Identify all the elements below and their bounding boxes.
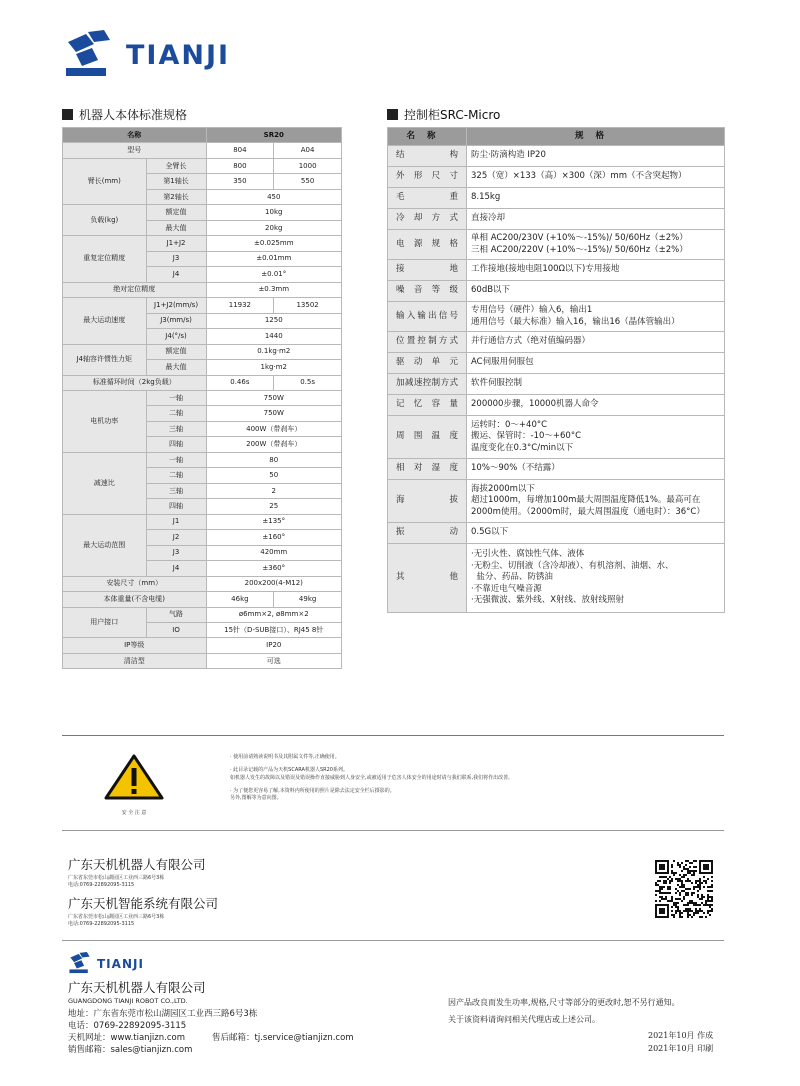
controller-spec-table	[387, 127, 725, 613]
table-row: IO 15针（D-SUB接口）、RJ45 8针	[63, 623, 342, 638]
spec-label: 驱动单元	[388, 353, 467, 374]
spec-line: 200000步骤，10000机器人命令	[471, 399, 599, 410]
table-row	[388, 395, 725, 416]
spec-value	[467, 353, 725, 374]
spec-line: 运转时：0～+40°C	[471, 419, 548, 430]
table-row: 电机功率 一轴 750W	[63, 390, 342, 405]
spec-value	[467, 260, 725, 281]
spec-line: 8.15kg	[471, 192, 501, 203]
spec-label: 位置控制方式	[388, 332, 467, 353]
table-row: 安装尺寸（mm） 200x200(4-M12)	[63, 576, 342, 591]
safety-warning: 安 全 注 意	[100, 752, 168, 814]
robot-spec-table	[62, 127, 342, 669]
table-row: J3(mm/s) 1250	[63, 313, 342, 328]
table-row	[388, 416, 725, 459]
table-row: 最大值 20kg	[63, 220, 342, 235]
table-row	[388, 260, 725, 281]
table-row	[388, 146, 725, 167]
safety-notes: · 使用前请熟读说明书及其附属文件等,正确使用。 · 此目录记载的产品为天机SCARA机器人SR20系列。 如机器人发生的故障以及错误及错误操作直接威胁到人身安全,或被适用于危害人体安全的用途时请与我们联系,我们将作出改善。 · 为了便您更容易了解,本资料内所使用的照片是除去法定安全栏后摄影的。 另外,图解等为意向图。	[230, 754, 514, 801]
spec-line: 单相 AC200/230V (+10%～-15%)/ 50/60Hz（±2%）	[471, 233, 688, 244]
table-row: 最大运动范围 J1 ±135°	[63, 514, 342, 529]
footer-phone: 电话：0769-22892095-3115	[68, 1021, 187, 1031]
table-row: 绝对定位精度 ±0.3mm	[63, 282, 342, 297]
spec-value	[467, 544, 725, 613]
table-row: J3 420mm	[63, 545, 342, 560]
spec-value	[467, 416, 725, 459]
company-block-2: 广东天机智能系统有限公司 广东省东莞市松山湖园区工业西三路6号3栋 电话:0769-22892095-3115	[68, 896, 219, 927]
tianji-logo-icon	[68, 952, 92, 974]
spec-label: 周围温度	[388, 416, 467, 459]
table-row: 重复定位精度 J1+J2 ±0.025mm	[63, 236, 342, 251]
spec-label: 其他	[388, 544, 467, 613]
table-row	[388, 281, 725, 302]
table-row	[388, 188, 725, 209]
table-row: IP等级 IP20	[63, 638, 342, 653]
brand-name: TIANJI	[97, 957, 144, 971]
disclaimer-2: 关于该资料请询问相关代理店或上述公司。	[448, 1015, 600, 1024]
table-row: 本体重量(不含电缆) 46kg 49kg	[63, 592, 342, 607]
table-row: 第1轴长 350 550	[63, 174, 342, 189]
bullet-square-icon	[387, 109, 398, 120]
print-date: 2021年10月 印刷	[648, 1044, 714, 1053]
spec-line: 0.5G以下	[471, 527, 509, 538]
spec-line: ·无粉尘、切削液（含冷却液）、有机溶剂、油烟、水、	[471, 560, 674, 571]
table-row	[388, 480, 725, 523]
controller-spec-title: 控制柜SRC-Micro	[387, 106, 500, 123]
brand-name: TIANJI	[126, 40, 231, 71]
disclaimer-1: 因产品改良而发生功率,规格,尺寸等部分的更改时,恕不另行通知。	[448, 998, 680, 1007]
table-row	[388, 230, 725, 260]
spec-line: 三相 AC200/220V (+10%～-15%)/ 50/60Hz（±2%）	[471, 244, 688, 255]
robot-spec-title: 机器人本体标准规格	[62, 106, 187, 123]
spec-line: 直接冷却	[471, 213, 506, 224]
table-row	[388, 332, 725, 353]
spec-label: 相对湿度	[388, 459, 467, 480]
company-block-1: 广东天机机器人有限公司 广东省东莞市松山湖园区工业西三路6号3栋 电话:0769-22892095-3115	[68, 857, 206, 888]
table-row: J4 ±0.01°	[63, 267, 342, 282]
table-row: 负载(kg) 额定值 10kg	[63, 205, 342, 220]
footer-company: 广东天机机器人有限公司 GUANGDONG TIANJI ROBOT CO.,LTD.	[68, 980, 206, 1005]
spec-value	[467, 374, 725, 395]
spec-value	[467, 523, 725, 544]
spec-line: 盐分、药品、防锈油	[471, 572, 553, 583]
spec-value	[467, 146, 725, 167]
table-row: J4 ±360°	[63, 561, 342, 576]
table-row: 标准循环时间（2kg负载） 0.46s 0.5s	[63, 375, 342, 390]
table-row: 臂长(mm) 全臂长 800 1000	[63, 158, 342, 173]
spec-line: 海拔2000m以下	[471, 483, 535, 494]
spec-line: 通用信号（最大标准）输入16，输出16（晶体管输出）	[471, 316, 680, 327]
qr-code-icon	[655, 860, 713, 918]
spec-line: 超过1000m，每增加100m最大周围温度降低1%。最高可在	[471, 495, 701, 506]
table-row: 二轴 750W	[63, 406, 342, 421]
tianji-logo-icon	[64, 30, 114, 78]
spec-value	[467, 281, 725, 302]
spec-line: 325（宽）×133（高）×300（深）mm（不含突起物）	[471, 171, 687, 182]
table-row: J4轴容许惯性力矩 额定值 0.1kg·m2	[63, 344, 342, 359]
table-row: 三轴 400W（带刹车）	[63, 421, 342, 436]
spec-value	[467, 209, 725, 230]
spec-label: 噪音等级	[388, 281, 467, 302]
spec-label: 毛重	[388, 188, 467, 209]
spec-line: 工作接地(接地电阻100Ω以下)专用接地	[471, 264, 620, 275]
spec-line: 软件伺服控制	[471, 378, 523, 389]
table-row: 三轴 2	[63, 483, 342, 498]
table-row: 最大运动速度 J1+J2(mm/s) 11932 13502	[63, 298, 342, 313]
spec-line: 温度变化在0.3°C/min以下	[471, 442, 574, 453]
table-row	[388, 544, 725, 613]
bullet-square-icon	[62, 109, 73, 120]
spec-label: 冷却方式	[388, 209, 467, 230]
spec-value	[467, 188, 725, 209]
spec-line: 2000m使用。（2000m时，最大周围温度（通电时）：36°C）	[471, 506, 705, 517]
divider	[62, 830, 724, 831]
table-row	[388, 459, 725, 480]
divider	[62, 940, 724, 941]
table-row: 四轴 200W（带刹车）	[63, 437, 342, 452]
tianji-logo	[68, 952, 158, 976]
spec-value	[467, 395, 725, 416]
table-row: 用户接口 气路 ø6mm×2, ø8mm×2	[63, 607, 342, 622]
spec-line: 搬运、保管时：-10～+60°C	[471, 431, 582, 442]
spec-label: 结构	[388, 146, 467, 167]
spec-line: 60dB以下	[471, 285, 511, 296]
spec-label: 输入输出信号	[388, 302, 467, 332]
tianji-logo	[64, 30, 254, 80]
spec-value	[467, 332, 725, 353]
table-row	[388, 302, 725, 332]
table-row	[388, 353, 725, 374]
footer-address: 地址：广东省东莞市松山湖园区工业西三路6号3栋	[68, 1009, 258, 1019]
table-row: 减速比 一轴 80	[63, 452, 342, 467]
spec-line: 专用信号（硬件）输入6，输出1	[471, 305, 593, 316]
footer-website[interactable]: 天机网址：www.tianjizn.com	[68, 1033, 185, 1043]
spec-label: 记忆容量	[388, 395, 467, 416]
spec-value	[467, 459, 725, 480]
divider	[62, 735, 724, 736]
spec-label: 振动	[388, 523, 467, 544]
table-row: 名称 SR20	[63, 128, 342, 143]
table-row: J3 ±0.01mm	[63, 251, 342, 266]
spec-label: 海拔	[388, 480, 467, 523]
spec-line: 防尘·防滴构造 IP20	[471, 150, 546, 161]
table-row: 最大值 1kg·m2	[63, 360, 342, 375]
warning-triangle-icon	[100, 752, 168, 802]
table-row	[388, 374, 725, 395]
table-row: 二轴 50	[63, 468, 342, 483]
spec-line: ·无引火性、腐蚀性气体、液体	[471, 549, 585, 560]
spec-line: ·无强微波、紫外线、X射线、放射线照射	[471, 595, 625, 606]
spec-value	[467, 480, 725, 523]
table-row	[388, 209, 725, 230]
made-date: 2021年10月 作成	[648, 1031, 714, 1040]
spec-label: 接地	[388, 260, 467, 281]
spec-label: 外形尺寸	[388, 167, 467, 188]
table-row: 四轴 25	[63, 499, 342, 514]
spec-line: 并行通信方式（绝对值编码器）	[471, 336, 591, 347]
spec-label: 加减速控制方式	[388, 374, 467, 395]
table-row: 型号 804 A04	[63, 143, 342, 158]
footer-aftersales-email[interactable]: 售后邮箱：tj.service@tianjizn.com	[212, 1033, 354, 1043]
spec-line: ·不靠近电气噪音源	[471, 583, 542, 594]
spec-line: AC伺服用伺服包	[471, 357, 534, 368]
spec-value	[467, 302, 725, 332]
table-row: J4(°/s) 1440	[63, 329, 342, 344]
table-row: 第2轴长 450	[63, 189, 342, 204]
spec-value	[467, 167, 725, 188]
table-row	[388, 167, 725, 188]
table-row: J2 ±160°	[63, 530, 342, 545]
spec-line: 10%～90%（不结露）	[471, 463, 560, 474]
spec-label: 电源规格	[388, 230, 467, 260]
table-row: 清洁型 可选	[63, 653, 342, 668]
table-row	[388, 523, 725, 544]
spec-value	[467, 230, 725, 260]
table-row: 名称 规格	[388, 128, 725, 146]
footer-sales-email[interactable]: 销售邮箱：sales@tianjizn.com	[68, 1045, 193, 1055]
